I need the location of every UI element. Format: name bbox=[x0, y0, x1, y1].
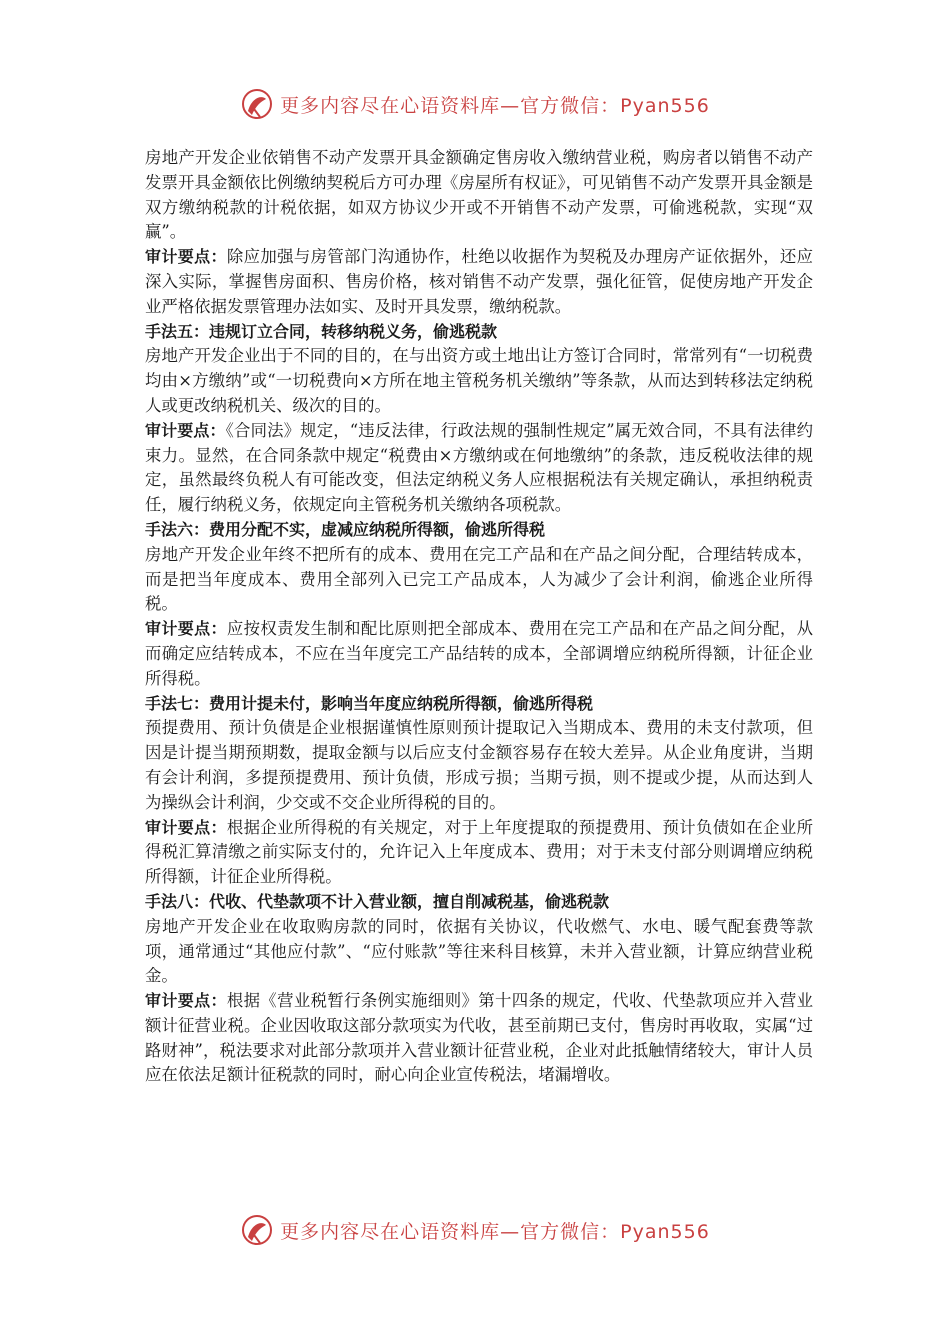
audit-point-text: 根据《营业税暂行条例实施细则》第十四条的规定，代收、代垫款项应并入营业额计征营业税。企业因收取这部分款项实为代收，甚至前期已支付，售房时再收取，实属“过路财神”，税法要求对此部分款项并入营业额计征营业税，企业对此抵触情绪较大，审计人员应在依法足额计征税款的同时，耐心向企业宣传税法，堵漏增收。 bbox=[145, 991, 813, 1085]
banner-text: 更多内容尽在心语资料库—官方微信：Pyan556 bbox=[280, 94, 710, 117]
footer-banner bbox=[0, 1210, 950, 1250]
audit-point-label: 审计要点： bbox=[145, 991, 227, 1011]
audit-point-label: 审计要点： bbox=[145, 817, 227, 837]
audit-point-paragraph bbox=[145, 816, 813, 890]
audit-point-paragraph bbox=[145, 989, 813, 1088]
audit-point-label: 审计要点： bbox=[145, 420, 226, 440]
body-paragraph: 房地产开发企业年终不把所有的成本、费用在完工产品和在产品之间分配，合理结转成本，而是把当年度成本、费用全部列入已完工产品成本，人为减少了会计利润，偷逃企业所得税。 bbox=[145, 544, 813, 614]
section-heading: 手法六：费用分配不实，虚减应纳税所得额，偷逃所得税 bbox=[145, 519, 546, 539]
ribbon-logo-icon bbox=[240, 1213, 274, 1247]
section-heading: 手法五：违规订立合同，转移纳税义务，偷逃税款 bbox=[145, 321, 498, 341]
audit-point-paragraph bbox=[145, 617, 813, 691]
section-heading: 手法七：费用计提未付，影响当年度应纳税所得额，偷逃所得税 bbox=[145, 693, 594, 713]
document-body bbox=[145, 146, 813, 1088]
body-paragraph: 房地产开发企业依销售不动产发票开具金额确定售房收入缴纳营业税，购房者以销售不动产发票开具金额依比例缴纳契税后方可办理《房屋所有权证》，可见销售不动产发票开具金额是双方缴纳税款的计税依据，如双方协议少开或不开销售不动产发票，可偷逃税款，实现“双赢”。 bbox=[145, 148, 813, 242]
audit-point-label: 审计要点： bbox=[145, 619, 227, 639]
audit-point-paragraph bbox=[145, 419, 813, 518]
audit-point-paragraph bbox=[145, 245, 813, 319]
audit-point-text: 除应加强与房管部门沟通协作，杜绝以收据作为契税及办理房产证依据外，还应深入实际，掌握售房面积、售房价格，核对销售不动产发票，强化征管，促使房地产开发企业严格依据发票管理办法如实、及时开具发票，缴纳税款。 bbox=[145, 247, 813, 316]
section-heading: 手法八：代收、代垫款项不计入营业额，擅自削减税基，偷逃税款 bbox=[145, 891, 610, 911]
audit-point-text: 《合同法》规定，“违反法律，行政法规的强制性规定”属无效合同，不具有法律约束力。显然，在合同条款中规定“税费由×方缴纳或在何地缴纳”的条款，违反税收法律的规定，虽然最终负税人有可能改变，但法定纳税义务人应根据税法有关规定确认，承担纳税责任，履行纳税义务，依规定向主管税务机关缴纳各项税款。 bbox=[145, 420, 813, 515]
ribbon-logo-icon bbox=[240, 87, 274, 121]
audit-point-text: 应按权责发生制和配比原则把全部成本、费用在完工产品和在产品之间分配，从而确定应结转成本，不应在当年度完工产品结转的成本，全部调增应纳税所得额，计征企业所得税。 bbox=[145, 619, 813, 688]
header-banner bbox=[0, 84, 950, 124]
body-paragraph: 房地产开发企业在收取购房款的同时，依据有关协议，代收燃气、水电、暖气配套费等款项，通常通过“其他应付款”、“应付账款”等往来科目核算，未并入营业额，计算应纳营业税金。 bbox=[145, 916, 813, 986]
banner-text: 更多内容尽在心语资料库—官方微信：Pyan556 bbox=[280, 1220, 710, 1243]
audit-point-label: 审计要点： bbox=[145, 247, 227, 267]
body-paragraph: 预提费用、预计负债是企业根据谨慎性原则预计提取记入当期成本、费用的未支付款项，但因是计提当期预期数，提取金额与以后应支付金额容易存在较大差异。从企业角度讲，当期有会计利润，多提预提费用、预计负债，形成亏损；当期亏损，则不提或少提，从而达到人为操纵会计利润，少交或不交企业所得税的目的。 bbox=[145, 718, 813, 812]
body-paragraph: 房地产开发企业出于不同的目的，在与出资方或土地出让方签订合同时，常常列有“一切税费均由×方缴纳”或“一切税费向×方所在地主管税务机关缴纳”等条款，从而达到转移法定纳税人或更改纳税机关、级次的目的。 bbox=[145, 346, 813, 415]
audit-point-text: 根据企业所得税的有关规定，对于上年度提取的预提费用、预计负债如在企业所得税汇算清缴之前实际支付的，允许记入上年度成本、费用；对于未支付部分则调增应纳税所得额，计征企业所得税。 bbox=[145, 817, 813, 887]
